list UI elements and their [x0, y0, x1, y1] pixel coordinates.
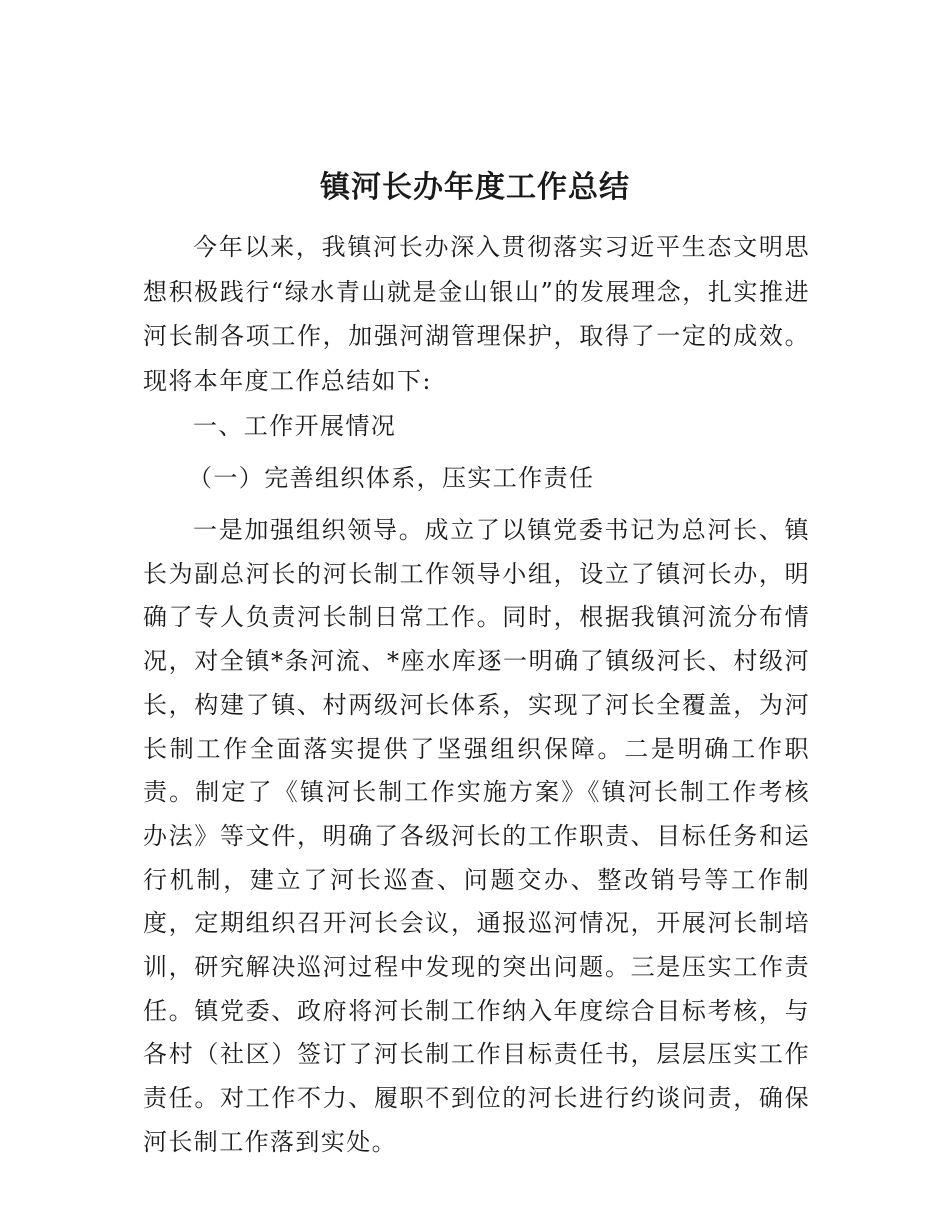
- intro-paragraph: 今年以来，我镇河长办深入贯彻落实习近平生态文明思想积极践行“绿水青山就是金山银山”的发展理念，扎实推进河长制各项工作，加强河湖管理保护，取得了一定的成效。现将本年度工作总结如下:: [143, 233, 810, 395]
- section-heading: 一、工作开展情况: [193, 412, 397, 440]
- document-title: 镇河长办年度工作总结: [320, 170, 630, 205]
- subsection-heading: （一）完善组织体系，压实工作责任: [188, 464, 595, 492]
- body-paragraph: 一是加强组织领导。成立了以镇党委书记为总河长、镇长为副总河长的河长制工作领导小组，设立了镇河长办，明确了专人负责河长制日常工作。同时，根据我镇河流分布情况，对全镇*条河流、*座水库逐一明确了镇级河长、村级河长，构建了镇、村两级河长体系，实现了河长全覆盖，为河长制工作全面落实提供了坚强组织保障。二是明确工作职责。制定了《镇河长制工作实施方案》《镇河长制工作考核办法》等文件，明确了各级河长的工作职责、目标任务和运行机制，建立了河长巡查、问题交办、整改销号等工作制度，定期组织召开河长会议，通报巡河情况，开展河长制培训，研究解决巡河过程中发现的突出问题。三是压实工作责任。镇党委、政府将河长制工作纳入年度综合目标考核，与各村（社区）签订了河长制工作目标责任书，层层压实工作责任。对工作不力、履职不到位的河长进行约谈问责，确保河长制工作落到实处。: [143, 516, 810, 1156]
